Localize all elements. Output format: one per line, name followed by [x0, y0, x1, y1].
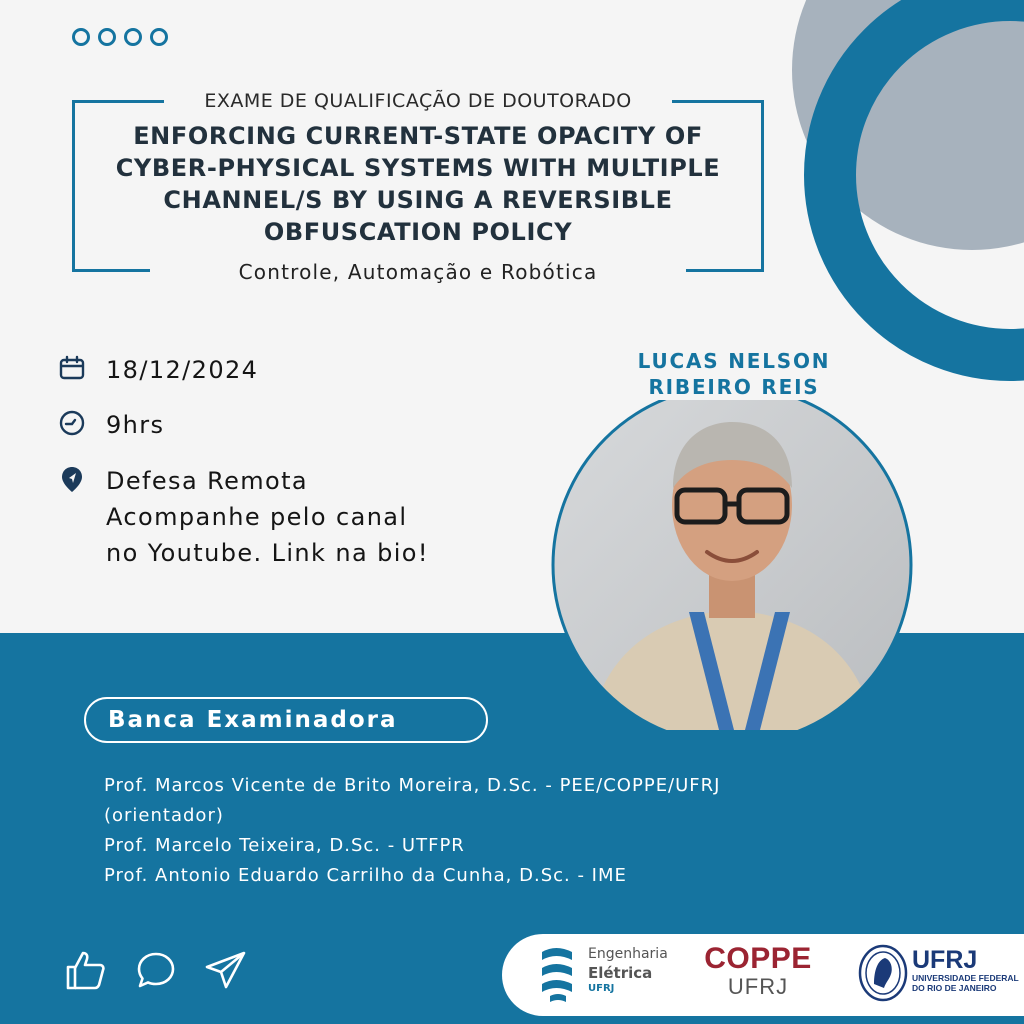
committee-member: (orientador) [104, 805, 224, 826]
like-icon[interactable] [64, 948, 108, 992]
committee-member: Prof. Marcelo Teixeira, D.Sc. - UTFPR [104, 835, 465, 856]
dot-icon [98, 28, 116, 46]
committee-member: Prof. Marcos Vicente de Brito Moreira, D.Sc. - PEE/COPPE/UFRJ [104, 775, 721, 796]
event-location [106, 463, 429, 571]
ufrj-logo-name: UFRJ [912, 946, 978, 974]
presenter-photo [549, 400, 915, 730]
presenter-name-line: RIBEIRO REIS [648, 375, 820, 399]
exam-label: EXAME DE QUALIFICAÇÃO DE DOUTORADO [164, 88, 672, 114]
committee-heading: Banca Examinadora [84, 697, 488, 743]
ufrj-seal-icon [858, 944, 908, 1002]
comment-icon[interactable] [134, 948, 178, 992]
committee-member: Prof. Antonio Eduardo Carrilho da Cunha, D.Sc. - IME [104, 865, 627, 886]
pagination-dots [72, 28, 168, 46]
event-date: 18/12/2024 [106, 356, 259, 384]
coppe-logo: COPPE [704, 942, 812, 975]
ee-logo-line: UFRJ [588, 983, 615, 994]
time-row [58, 407, 164, 443]
social-actions [64, 948, 248, 992]
dot-icon [150, 28, 168, 46]
location-line: no Youtube. Link na bio! [106, 539, 429, 567]
event-time: 9hrs [106, 411, 165, 439]
program-name: Controle, Automação e Robótica [150, 258, 686, 288]
clock-icon [58, 409, 86, 437]
location-line: Acompanhe pelo canal [106, 503, 408, 531]
committee-list [104, 771, 904, 891]
presenter-name-line: LUCAS NELSON [637, 349, 831, 373]
location-line: Defesa Remota [106, 467, 309, 495]
ufrj-logo-sub: DO RIO DE JANEIRO [912, 983, 997, 993]
date-row [58, 352, 258, 388]
coppe-logo-sub: UFRJ [727, 974, 789, 999]
dot-icon [72, 28, 90, 46]
calendar-icon [58, 354, 86, 382]
thesis-title: ENFORCING CURRENT-STATE OPACITY OF CYBER-PHYSICAL SYSTEMS WITH MULTIPLE CHANNEL/S BY USING A REVERSIBLE OBFUSCATION POLICY [115, 122, 721, 246]
ee-logo-line: Engenharia [588, 946, 668, 962]
location-row [58, 463, 429, 571]
presenter-name [604, 348, 864, 400]
location-pin-icon [58, 465, 86, 493]
ufrj-logo-sub: UNIVERSIDADE FEDERAL [912, 973, 1019, 983]
share-icon[interactable] [204, 948, 248, 992]
ee-logo-line: Elétrica [588, 964, 653, 982]
dot-icon [124, 28, 142, 46]
